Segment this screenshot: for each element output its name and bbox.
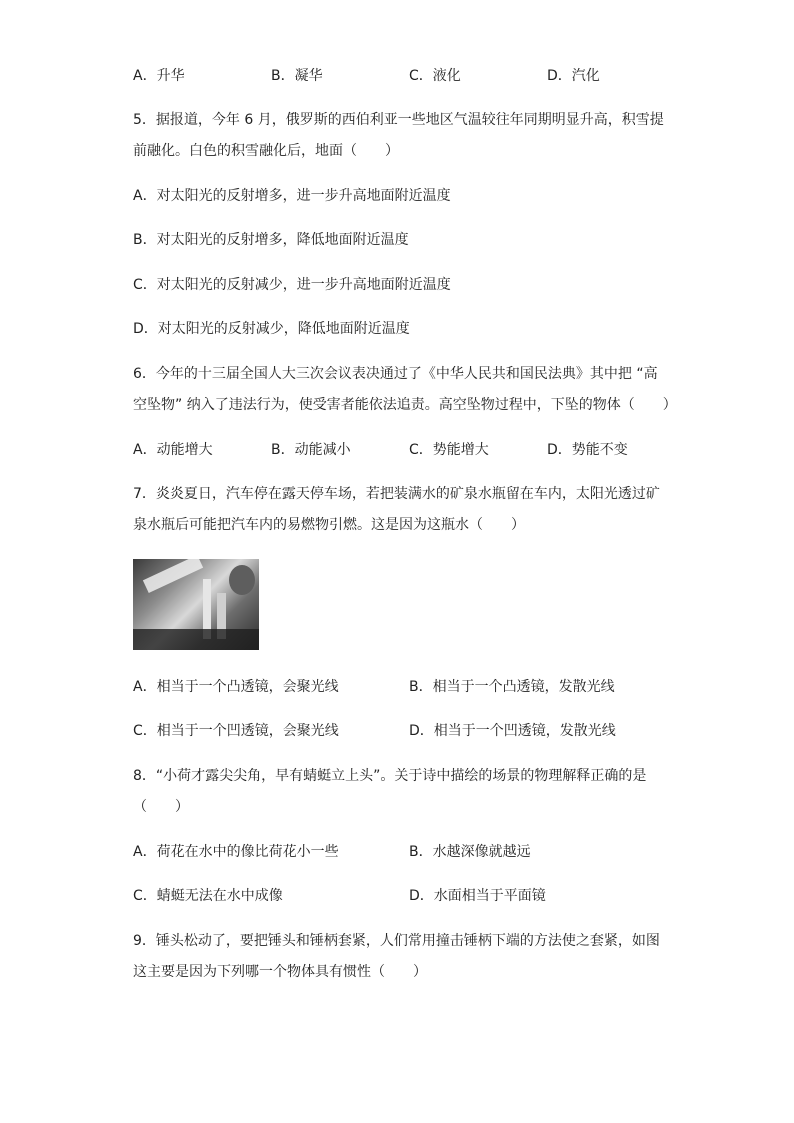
q8-stem-line-2: （ ）	[133, 799, 189, 815]
q6-stem-line-1: 6．今年的十三届全国人大三次会议表决通过了《中华人民共和国民法典》其中把 “高	[133, 366, 658, 382]
q8-option-b[interactable]: B．水越深像就越远	[409, 844, 531, 860]
q5-stem-line-2: 前融化。白色的积雪融化后，地面（ ）	[133, 143, 399, 159]
q6-option-d[interactable]: D．势能不变	[547, 442, 628, 458]
q4-option-c[interactable]: C．液化	[409, 68, 461, 84]
q5-option-c[interactable]: C．对太阳光的反射减少，进一步升高地面附近温度	[133, 277, 451, 293]
q4-option-a[interactable]: A．升华	[133, 68, 185, 84]
q5-option-b[interactable]: B．对太阳光的反射增多，降低地面附近温度	[133, 232, 409, 248]
q7-stem-line-2: 泉水瓶后可能把汽车内的易燃物引燃。这是因为这瓶水（ ）	[133, 517, 525, 533]
q9-stem-line-2: 这主要是因为下列哪一个物体具有惯性（ ）	[133, 964, 427, 980]
q5-option-d[interactable]: D．对太阳光的反射减少，降低地面附近温度	[133, 321, 410, 337]
q7-option-b[interactable]: B．相当于一个凸透镜，发散光线	[409, 679, 615, 695]
q5-option-a[interactable]: A．对太阳光的反射增多，进一步升高地面附近温度	[133, 188, 451, 204]
q6-option-a[interactable]: A．动能增大	[133, 442, 213, 458]
q8-stem-line-1: 8．“小荷才露尖尖角，早有蜻蜓立上头”。关于诗中描绘的场景的物理解释正确的是	[133, 768, 647, 784]
q6-option-b[interactable]: B．动能减小	[271, 442, 351, 458]
q7-stem-line-1: 7．炎炎夏日，汽车停在露天停车场，若把装满水的矿泉水瓶留在车内，太阳光透过矿	[133, 486, 660, 502]
water-bottle-in-car-photo	[133, 559, 259, 650]
q9-stem-line-1: 9．锤头松动了，要把锤头和锤柄套紧，人们常用撞击锤柄下端的方法使之套紧，如图	[133, 933, 660, 949]
q7-option-c[interactable]: C．相当于一个凹透镜，会聚光线	[133, 723, 339, 739]
q8-option-a[interactable]: A．荷花在水中的像比荷花小一些	[133, 844, 339, 860]
q4-option-d[interactable]: D．汽化	[547, 68, 600, 84]
q5-stem-line-1: 5．据报道，今年 6 月，俄罗斯的西伯利亚一些地区气温较往年同期明显升高，积雪提	[133, 112, 664, 128]
q4-option-b[interactable]: B．凝华	[271, 68, 323, 84]
q6-stem-line-2: 空坠物” 纳入了违法行为，使受害者能依法追责。高空坠物过程中，下坠的物体（ ）	[133, 397, 677, 413]
q7-option-a[interactable]: A．相当于一个凸透镜，会聚光线	[133, 679, 339, 695]
q8-option-d[interactable]: D．水面相当于平面镜	[409, 888, 546, 904]
q7-option-d[interactable]: D．相当于一个凹透镜，发散光线	[409, 723, 616, 739]
q6-option-c[interactable]: C．势能增大	[409, 442, 489, 458]
q8-option-c[interactable]: C．蜻蜓无法在水中成像	[133, 888, 283, 904]
